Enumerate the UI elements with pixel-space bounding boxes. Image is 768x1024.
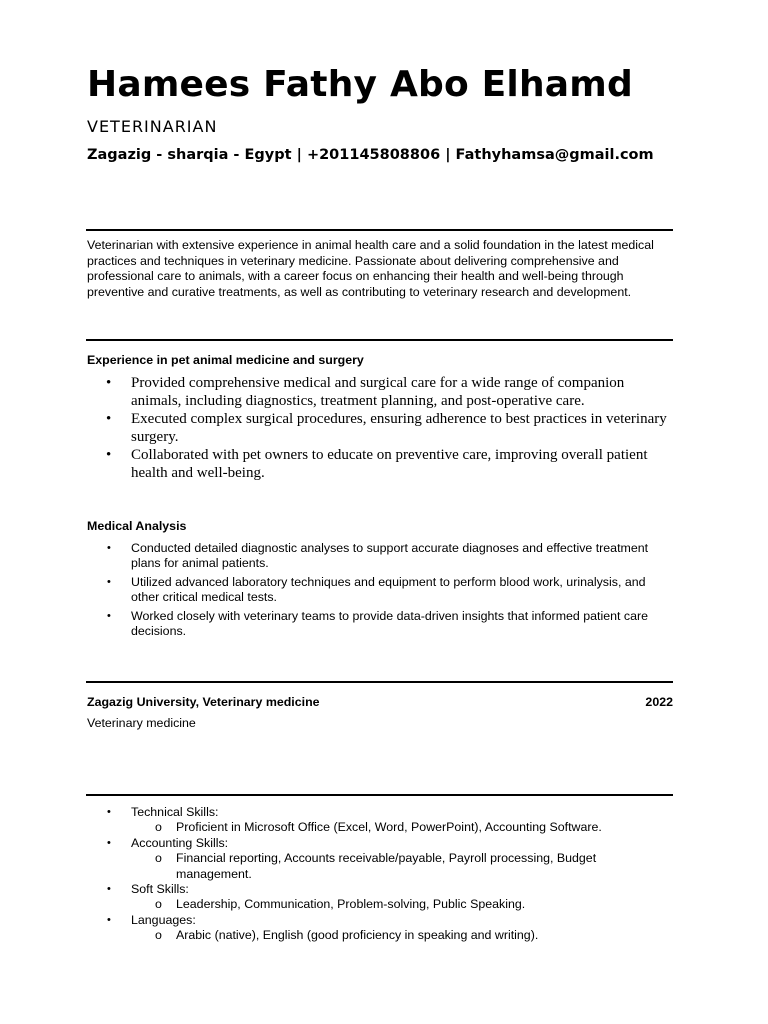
skill-category-label: Accounting Skills: [131, 835, 229, 850]
bullet-glyph: • [107, 610, 111, 622]
skill-category [87, 836, 677, 851]
section-divider [86, 339, 673, 341]
section-divider [86, 229, 673, 231]
analysis-heading: Medical Analysis [87, 519, 187, 533]
bullet-glyph: • [106, 411, 112, 427]
list-item [87, 575, 677, 605]
list-item-text: Utilized advanced laboratory techniques and equipment to perform blood work, urinalysis, and other critical medical tests. [131, 575, 646, 604]
skill-category [87, 882, 677, 897]
list-item-text: Provided comprehensive medical and surgical care for a wide range of companion animals, including diagnostics, treatment planning, and post-operative care. [131, 375, 625, 409]
skill-category-label: Soft Skills: [131, 882, 189, 897]
bullet-glyph: • [107, 913, 111, 926]
list-item [87, 446, 677, 482]
list-item-text: Collaborated with pet owners to educate on preventive care, improving overall patient health and well-being. [131, 447, 648, 481]
list-item [87, 609, 677, 639]
bullet-glyph: • [107, 836, 111, 849]
sub-bullet-glyph: o [155, 851, 162, 866]
section-divider [86, 681, 673, 683]
job-title: VETERINARIAN [87, 117, 218, 136]
list-item [87, 410, 677, 446]
list-item-text: Worked closely with veterinary teams to provide data-driven insights that informed patient care decisions. [131, 609, 648, 638]
skill-detail [87, 851, 677, 882]
bullet-glyph: • [107, 576, 111, 588]
education-year: 2022 [645, 695, 673, 709]
analysis-list [87, 541, 677, 643]
skill-detail [87, 820, 677, 835]
experience-heading: Experience in pet animal medicine and surgery [87, 353, 364, 367]
bullet-glyph: • [106, 375, 112, 391]
skill-category [87, 913, 677, 928]
bullet-glyph: • [107, 806, 111, 818]
bullet-glyph: • [106, 447, 112, 463]
section-divider [86, 794, 673, 796]
skills-list [87, 805, 677, 944]
list-item [87, 374, 677, 410]
sub-bullet-glyph: o [155, 897, 162, 912]
skill-detail [87, 897, 677, 912]
experience-list [87, 374, 677, 482]
education-institution: Zagazig University, Veterinary medicine [87, 695, 320, 709]
list-item-text: Conducted detailed diagnostic analyses to support accurate diagnoses and effective treatment plans for animal patients. [131, 541, 649, 570]
sub-bullet-glyph: o [155, 928, 162, 943]
summary-paragraph: Veterinarian with extensive experience in animal health care and a solid foundation in the latest medical practices and techniques in veterinary medicine. Passionate about delivering comprehensive and professional care to animals, with a career focus on enhancing their health and well-being through preventive and curative treatments, as well as contributing to veterinary research and development. [87, 238, 654, 299]
contact-line: Zagazig - sharqia - Egypt | +201145808806 | Fathyhamsa@gmail.com [87, 147, 654, 163]
bullet-glyph: • [107, 883, 111, 896]
skill-detail-text: Arabic (native), English (good proficiency in speaking and writing). [176, 928, 539, 943]
list-item-text: Executed complex surgical procedures, ensuring adherence to best practices in veterinary surgery. [131, 411, 667, 445]
skill-detail-text: Proficient in Microsoft Office (Excel, Word, PowerPoint), Accounting Software. [176, 820, 602, 835]
skill-detail-text: Financial reporting, Accounts receivable/payable, Payroll processing, Budget management. [176, 851, 597, 881]
bullet-glyph: • [107, 542, 111, 554]
skill-category-label: Technical Skills: [131, 805, 219, 819]
list-item [87, 541, 677, 571]
education-degree: Veterinary medicine [87, 716, 196, 730]
candidate-name: Hamees Fathy Abo Elhamd [87, 64, 633, 105]
skill-detail-text: Leadership, Communication, Problem-solving, Public Speaking. [176, 897, 526, 912]
sub-bullet-glyph: o [155, 820, 162, 835]
skill-category-label: Languages: [131, 912, 196, 927]
skill-category [87, 805, 677, 820]
skill-detail [87, 928, 677, 943]
